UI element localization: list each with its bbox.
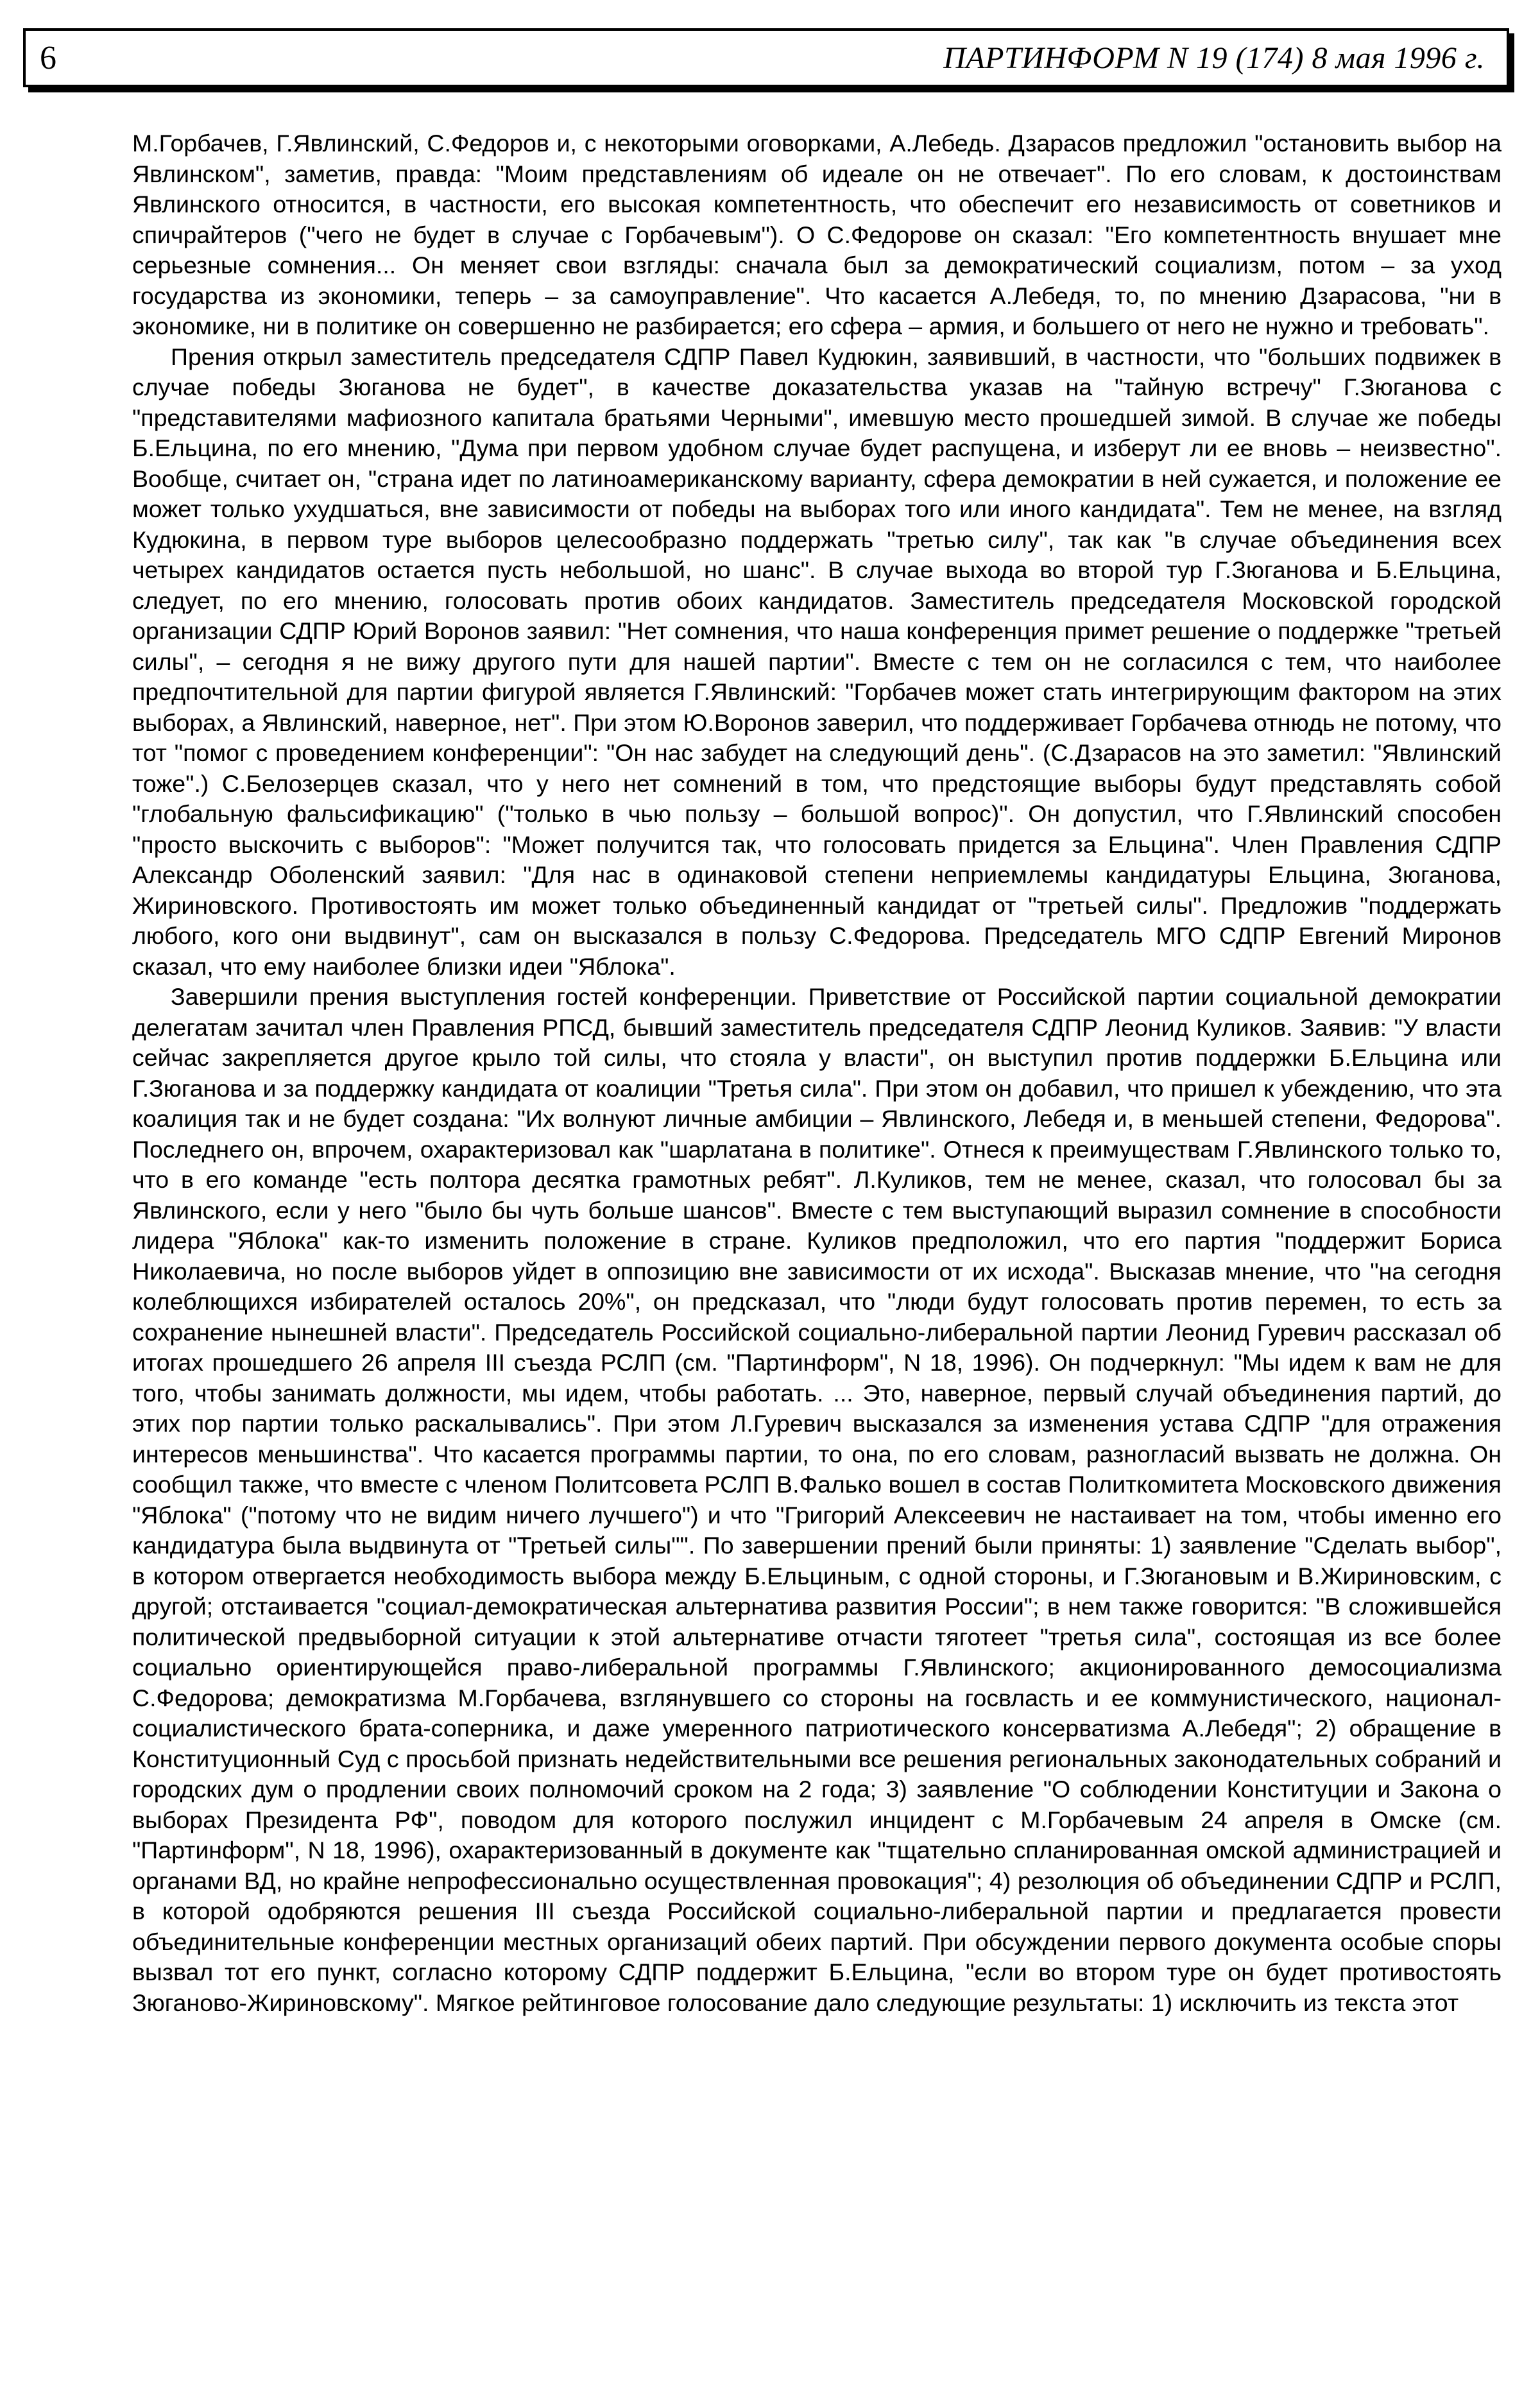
article-paragraph: М.Горбачев, Г.Явлинский, С.Федоров и, с некоторыми оговорками, А.Лебедь. Дзарасов предложил "остановить выбор на Явлинском", заметив, правда: "Моим представлениям об идеале он не отвечает". По его словам, к достоинствам Явлинского относится, в частности, его высокая компетентность, что обеспечит его независимость от советников и спичрайтеров ("чего не будет в случае с Горбачевым"). О С.Федорове он сказал: "Его компетентность внушает мне серьезные сомнения... Он меняет свои взгляды: сначала был за демократический социализм, потом – за уход государства из экономики, теперь – за самоуправление". Что касается А.Лебедя, то, по мнению Дзарасова, "ни в экономике, ни в политике он совершенно не разбирается; его сфера – армия, и большего от него не нужно и требовать". [132,130,1502,339]
issue-line: ПАРТИНФОРМ N 19 (174) 8 мая 1996 г. [943,40,1485,75]
page-number: 6 [40,39,56,76]
page-header [23,28,1509,87]
article-body [132,128,1502,2361]
article-paragraph: Завершили прения выступления гостей конференции. Приветствие от Российской партии социальной демократии делегатам зачитал член Правления РПСД, бывший заместитель председателя СДПР Леонид Куликов. Заявив: "У власти сейчас закрепляется другое крыло той силы, что стояла у власти", он выступил против поддержки Б.Ельцина или Г.Зюганова и за поддержку кандидата от коалиции "Третья сила". При этом он добавил, что пришел к убеждению, что эта коалиция так и не будет создана: "Их волнуют личные амбиции – Явлинского, Лебедя и, в меньшей степени, Федорова". Последнего он, впрочем, охарактеризовал как "шарлатана в политике". Отнеся к преимуществам Г.Явлинского только то, что в его команде "есть полтора десятка грамотных ребят". Л.Куликов, тем не менее, сказал, что голосовал бы за Явлинского, если у него "было бы чуть больше шансов". Вместе с тем выступающий выразил сомнение в способности лидера "Яблока" как-то изменить положение в стране. Куликов предположил, что его партия "поддержит Бориса Николаевича, но после выборов уйдет в оппозицию вне зависимости от их исхода". Высказав мнение, что "на сегодня колеблющихся избирателей осталось 20%", он предсказал, что "люди будут голосовать против перемен, то есть за сохранение нынешней власти". Председатель Российской социально-либеральной партии Леонид Гуревич рассказал об итогах прошедшего 26 апреля III съезда РСЛП (см. "Партинформ", N 18, 1996). Он подчеркнул: "Мы идем к вам не для того, чтобы занимать должности, мы идем, чтобы работать. ... Это, наверное, первый случай объединения партий, до этих пор партии только раскалывались". При этом Л.Гуревич высказался за изменения устава СДПР "для отражения интересов меньшинства". Что касается программы партии, то она, по его словам, разногласий вызвать не должна. Он сообщил также, что вместе с членом Политсовета РСЛП В.Фалько вошел в состав Политкомитета Московского движения "Яблока" ("потому что не видим ничего лучшего") и что "Григорий Алексеевич не настаивает на том, чтобы именно его кандидатура была выдвинута от "Третьей силы"". По завершении прений были приняты: 1) заявление "Сделать выбор", в котором отвергается необходимость выбора между Б.Ельциным, с одной стороны, и Г.Зюгановым и В.Жириновским, с другой; отстаивается "социал-демократическая альтернатива развития России"; в нем также говорится: "В сложившейся политической предвыборной ситуации к этой альтернативе отчасти тяготеет "третья сила", состоящая из все более социально ориентирующейся право-либеральной программы Г.Явлинского; акционированного демосоциализма С.Федорова; демократизма М.Горбачева, взглянувшего со стороны на госвласть и ее коммунистического, национал-социалистического брата-соперника, и даже умеренного патриотического консерватизма А.Лебедя"; 2) обращение в Конституционный Суд с просьбой признать недействительными все решения региональных законодательных собраний и городских дум о продлении своих полномочий сроком на 2 года; 3) заявление "О соблюдении Конституции и Закона о выборах Президента РФ", поводом для которого послужил инцидент с М.Горбачевым 24 апреля в Омске (см. "Партинформ", N 18, 1996), охарактеризованный в документе как "тщательно спланированная омской администрацией и органами ВД, но крайне непрофессионально осуществленная провокация"; 4) резолюция об объединении СДПР и РСЛП, в которой одобряются решения III съезда Российской социально-либеральной партии и предлагается провести объединительные конференции местных организаций обеих партий. При обсуждении первого документа особые споры вызвал тот его пункт, согласно которому СДПР поддержит Б.Ельцина, "если во втором туре он будет противостоять Зюганово-Жириновскому". Мягкое рейтинговое голосование дало следующие результаты: 1) исключить из текста этот [132,983,1502,2016]
article-paragraph: Прения открыл заместитель председателя СДПР Павел Кудюкин, заявивший, в частности, что "больших подвижек в случае победы Зюганова не будет", в качестве доказательства указав на "тайную встречу" Г.Зюганова с "представителями мафиозного капитала братьями Черными", имевшую место прошедшей зимой. В случае же победы Б.Ельцина, по его мнению, "Дума при первом удобном случае будет распущена, и изберут ли ее вновь – неизвестно". Вообще, считает он, "страна идет по латиноамериканскому варианту, сфера демократии в ней сужается, и положение ее может только ухудшаться, вне зависимости от победы на выборах того или иного кандидата". Тем не менее, на взгляд Кудюкина, в первом туре выборов целесообразно поддержать "третью силу", так как "в случае объединения всех четырех кандидатов остается пусть небольшой, но шанс". В случае выхода во второй тур Г.Зюганова и Б.Ельцина, следует, по его мнению, голосовать против обоих кандидатов. Заместитель председателя Московской городской организации СДПР Юрий Воронов заявил: "Нет сомнения, что наша конференция примет решение о поддержке "третьей силы", – сегодня я не вижу другого пути для нашей партии". Вместе с тем он не согласился с тем, что наиболее предпочтительной для партии фигурой является Г.Явлинский: "Горбачев может стать интегрирующим фактором на этих выборах, а Явлинский, наверное, нет". При этом Ю.Воронов заверил, что поддерживает Горбачева отнюдь не потому, что тот "помог с проведением конференции": "Он нас забудет на следующий день". (С.Дзарасов на это заметил: "Явлинский тоже".) С.Белозерцев сказал, что у него нет сомнений в том, что предстоящие выборы будут представлять собой "глобальную фальсификацию" ("только в чью пользу – большой вопрос)". Он допустил, что Г.Явлинский способен "просто выскочить с выборов": "Может получится так, что голосовать придется за Ельцина". Член Правления СДПР Александр Оболенский заявил: "Для нас в одинаковой степени неприемлемы кандидатуры Ельцина, Зюганова, Жириновского. Противостоять им может только объединенный кандидат от "третьей силы". Предложив "поддержать любого, кого они выдвинут", сам он высказался в пользу С.Федорова. Председатель МГО СДПР Евгений Миронов сказал, что ему наиболее близки идеи "Яблока". [132,343,1502,980]
